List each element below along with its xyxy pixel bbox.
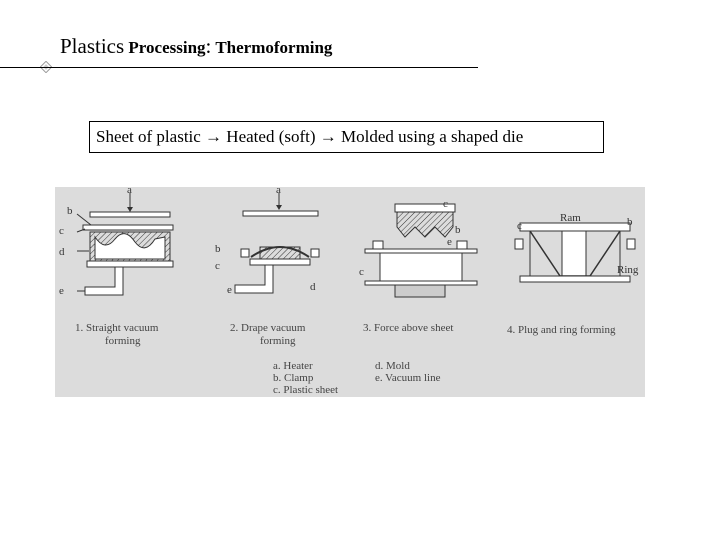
- figure-legend: [273, 360, 441, 396]
- p1-label-c: c: [59, 225, 64, 237]
- panel-force-above: [359, 198, 477, 334]
- slide-title: [60, 34, 332, 59]
- p2-label-c: c: [215, 260, 220, 272]
- p3-caption-line1: 3. Force above sheet: [363, 322, 454, 334]
- p3-label-e: e: [447, 236, 452, 248]
- title-colon: :: [205, 34, 212, 58]
- title-word-thermoforming: Thermoforming: [211, 38, 333, 57]
- p2-label-d: d: [310, 281, 316, 293]
- p2-label-e: e: [227, 284, 232, 296]
- panel-drape-vacuum: [215, 187, 319, 347]
- p4-label-c: c: [517, 220, 522, 232]
- p2-label-a: a: [276, 187, 281, 196]
- title-word-plastics: Plastics: [60, 34, 125, 58]
- legend-heater: a. Heater: [273, 360, 313, 372]
- panel-plug-ring: [507, 212, 639, 336]
- panel-straight-vacuum: [59, 187, 173, 347]
- p1-label-e: e: [59, 285, 64, 297]
- p2-caption-line1: 2. Drape vacuum: [230, 322, 306, 334]
- p1-caption-line1: 1. Straight vacuum: [75, 322, 159, 334]
- thermoforming-figure: [55, 187, 645, 397]
- p1-label-a: a: [127, 187, 132, 196]
- p1-caption-line2: forming: [105, 335, 141, 347]
- p4-caption-line1: 4. Plug and ring forming: [507, 324, 616, 336]
- legend-clamp: b. Clamp: [273, 372, 314, 384]
- p4-label-ring: Ring: [617, 264, 639, 276]
- legend-vacuum-line: e. Vacuum line: [375, 372, 441, 384]
- title-word-processing: Processing: [124, 38, 206, 57]
- legend-mold: d. Mold: [375, 360, 410, 372]
- p3-label-c2: c: [359, 266, 364, 278]
- process-caption-box: Sheet of plastic → Heated (soft) → Molded using a shaped die: [89, 121, 604, 153]
- title-underline: [0, 67, 478, 68]
- legend-plastic-sheet: c. Plastic sheet: [273, 384, 339, 396]
- p2-label-b: b: [215, 243, 221, 255]
- p3-label-b: b: [455, 224, 461, 236]
- thermoforming-diagram: [55, 187, 645, 397]
- p4-label-b: b: [627, 216, 633, 228]
- p1-label-d: d: [59, 246, 65, 258]
- p1-label-b: b: [67, 205, 73, 217]
- p3-label-c: c: [443, 198, 448, 210]
- p2-caption-line2: forming: [260, 335, 296, 347]
- p4-label-ram: Ram: [560, 212, 581, 224]
